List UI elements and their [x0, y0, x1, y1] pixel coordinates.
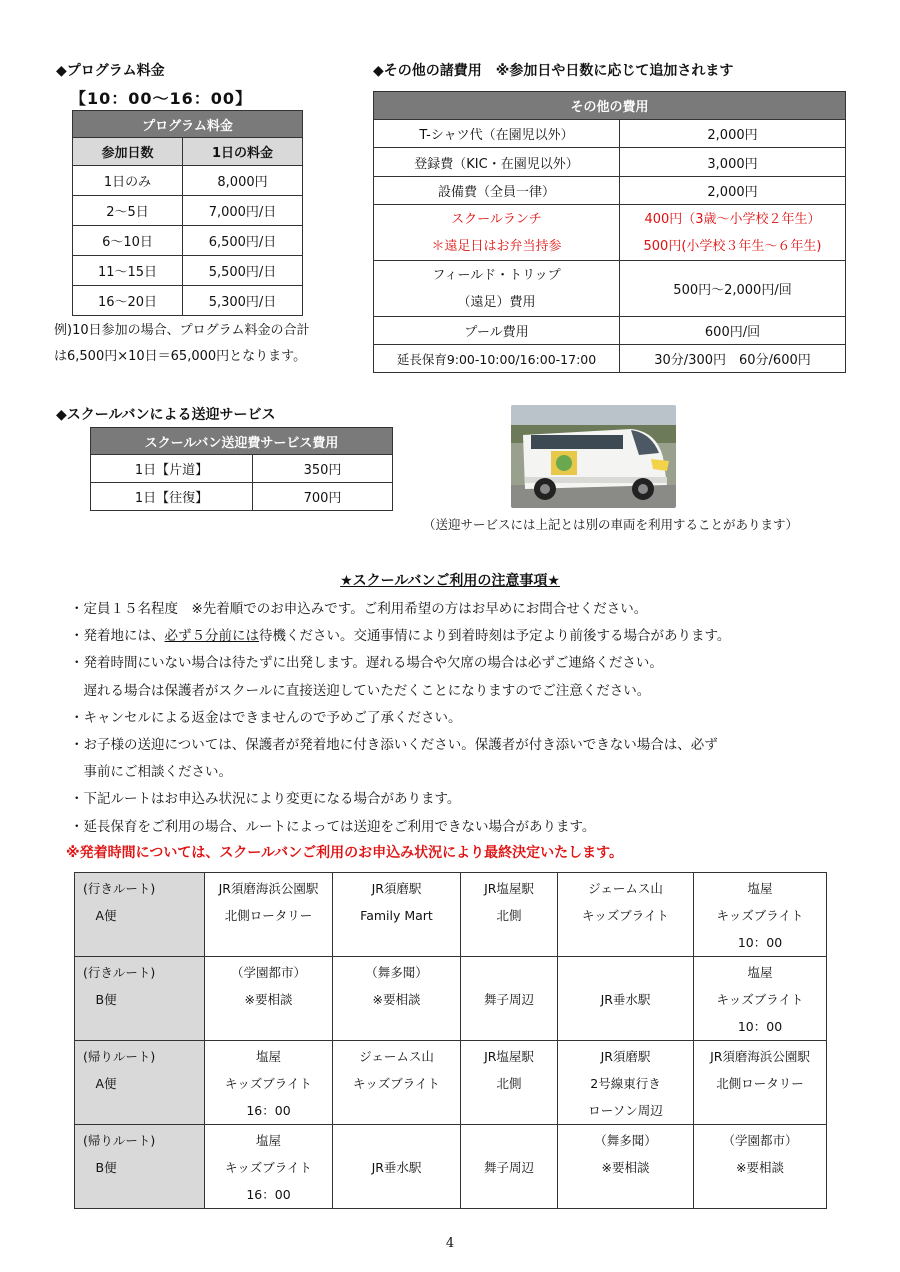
table-row [75, 957, 827, 1041]
field-trip-price: 500円～2,000円/回 [620, 261, 846, 317]
route-stop: JR須磨駅 2号線東行き ローソン周辺 [558, 1041, 694, 1125]
other-fees-table [373, 91, 846, 373]
route-table [74, 872, 827, 1209]
table-row [374, 120, 846, 148]
fee-price: 2,000円 [620, 177, 846, 205]
fee-price: 2,000円 [620, 120, 846, 148]
route-stop: ジェームス山 キッズブライト [333, 1041, 461, 1125]
notice-line: ・キャンセルによる返金はできませんので予めご了承ください。 [70, 709, 462, 726]
price-cell: 7,000円/日 [183, 196, 303, 226]
field-trip-line2: （遠足）費用 [457, 294, 536, 310]
notice-line: ・発着地には、必ず５分前には待機ください。交通事情により到着時刻は予定より前後する場合があります。 [70, 628, 731, 645]
bus-type: 1日【片道】 [91, 455, 253, 483]
route-stop: （舞多聞） ※要相談 [333, 957, 461, 1041]
field-trip-line1: フィールド・トリップ [432, 267, 561, 283]
price-cell: 5,500円/日 [183, 256, 303, 286]
bus-fee-table [90, 427, 393, 511]
route-label: (行きルート) B便 [75, 957, 205, 1041]
fee-price: 600円/回 [620, 317, 846, 345]
route-stop: JR垂水駅 [333, 1125, 461, 1209]
days-cell: 1日のみ [73, 166, 183, 196]
route-stop: 塩屋 キッズブライト 16：00 [205, 1041, 333, 1125]
table-row [75, 1041, 827, 1125]
program-fee-table [72, 110, 303, 316]
table-row [91, 455, 393, 483]
table-row [73, 286, 303, 316]
route-stop: JR垂水駅 [558, 957, 694, 1041]
notice-line: 事前にご相談ください。 [70, 764, 232, 781]
bus-price: 350円 [253, 455, 393, 483]
route-stop: 塩屋 キッズブライト 10：00 [694, 957, 827, 1041]
photo-caption: （送迎サービスには上記とは別の車両を利用することがあります） [423, 517, 799, 532]
lunch-label-line1: スクールランチ [451, 211, 542, 227]
table-row [374, 317, 846, 345]
route-label: (帰りルート) B便 [75, 1125, 205, 1209]
other-table-title: その他の費用 [374, 92, 846, 120]
table-row [73, 226, 303, 256]
table-row [374, 205, 846, 261]
table-row [75, 1125, 827, 1209]
lunch-label-line2: ＊遠足日はお弁当持参 [431, 238, 562, 254]
days-cell: 2～5日 [73, 196, 183, 226]
table-row [75, 873, 827, 957]
program-col-days: 参加日数 [73, 138, 183, 166]
school-van-photo [511, 405, 676, 508]
other-fees-heading: ◆その他の諸費用 ※参加日や日数に応じて追加されます [373, 63, 734, 79]
notice-line: ・お子様の送迎については、保護者が発着地に付き添いください。保護者が付き添いできない場合は、必ず [70, 736, 718, 753]
fee-label: 延長保育9:00-10:00/16:00-17:00 [374, 345, 620, 373]
bus-price: 700円 [253, 483, 393, 511]
notice-title-text: ★スクールバンご利用の注意事項★ [340, 573, 560, 589]
days-cell: 11～15日 [73, 256, 183, 286]
notice-list [70, 596, 730, 841]
route-stop: JR塩屋駅 北側 [461, 1041, 558, 1125]
notice-line: ・発着時間にいない場合は待たずに出発します。遅れる場合や欠席の場合は必ずご連絡ください。 [70, 655, 663, 672]
route-stop: 舞子周辺 [461, 1125, 558, 1209]
table-row [374, 261, 846, 317]
table-row [73, 256, 303, 286]
program-example-line1: 例)10日参加の場合、プログラム料金の合計 [54, 323, 310, 338]
program-hours: 【10：00～16：00】 [70, 89, 253, 108]
bus-type: 1日【往復】 [91, 483, 253, 511]
program-table-title: プログラム料金 [73, 111, 303, 138]
route-label: (行きルート) A便 [75, 873, 205, 957]
route-stop: （学園都市） ※要相談 [694, 1125, 827, 1209]
notice-title [0, 570, 900, 590]
notice-line: ・下記ルートはお申込み状況により変更になる場合があります。 [70, 791, 461, 808]
bus-heading: ◆スクールバンによる送迎サービス [56, 407, 276, 423]
lunch-price-line1: 400円（3歳～小学校２年生） [644, 211, 821, 227]
notice-line: ・延長保育をご利用の場合、ルートによっては送迎をご利用できない場合があります。 [70, 818, 596, 835]
notice-emphasis: 必ず５分前には [164, 628, 259, 645]
notice-red-line: ※発着時間については、スクールバンご利用のお申込み状況により最終決定いたします。 [66, 845, 623, 861]
program-example-line2: は6,500円×10日＝65,000円となります。 [54, 349, 307, 364]
program-heading: ◆プログラム料金 [56, 63, 165, 79]
route-stop: ジェームス山 キッズブライト [558, 873, 694, 957]
route-label: (帰りルート) A便 [75, 1041, 205, 1125]
lunch-price-line2: 500円(小学校３年生～６年生) [643, 238, 822, 254]
route-stop: JR塩屋駅 北側 [461, 873, 558, 957]
field-trip-label [374, 261, 620, 317]
table-row [73, 196, 303, 226]
lunch-label [374, 205, 620, 261]
bus-table-title: スクールバン送迎費サービス費用 [91, 428, 393, 455]
page-number: 4 [445, 1236, 455, 1251]
lunch-price [620, 205, 846, 261]
fee-label: 設備費（全員一律） [374, 177, 620, 205]
route-stop: 舞子周辺 [461, 957, 558, 1041]
program-col-price: 1日の料金 [183, 138, 303, 166]
price-cell: 5,300円/日 [183, 286, 303, 316]
notice-line: 遅れる場合は保護者がスクールに直接送迎していただくことになりますのでご注意ください。 [70, 682, 651, 699]
table-row [73, 166, 303, 196]
table-row [374, 345, 846, 373]
fee-price: 3,000円 [620, 148, 846, 177]
table-row [374, 148, 846, 177]
fee-price: 30分/300円 60分/600円 [620, 345, 846, 373]
fee-label: プール費用 [374, 317, 620, 345]
route-stop: 塩屋 キッズブライト 10：00 [694, 873, 827, 957]
route-stop: JR須磨海浜公園駅 北側ロータリー [694, 1041, 827, 1125]
route-stop: JR須磨駅 Family Mart [333, 873, 461, 957]
route-stop: （舞多聞） ※要相談 [558, 1125, 694, 1209]
route-stop: 塩屋 キッズブライト 16：00 [205, 1125, 333, 1209]
fee-label: T-シャツ代（在園児以外） [374, 120, 620, 148]
price-cell: 6,500円/日 [183, 226, 303, 256]
table-row [91, 483, 393, 511]
route-stop: （学園都市） ※要相談 [205, 957, 333, 1041]
notice-line: ・定員１５名程度 ※先着順でのお申込みです。ご利用希望の方はお早めにお問合せください。 [70, 601, 648, 617]
route-stop: JR須磨海浜公園駅 北側ロータリー [205, 873, 333, 957]
fee-label: 登録費（KIC・在園児以外） [374, 148, 620, 177]
table-row [374, 177, 846, 205]
price-cell: 8,000円 [183, 166, 303, 196]
days-cell: 6～10日 [73, 226, 183, 256]
days-cell: 16～20日 [73, 286, 183, 316]
